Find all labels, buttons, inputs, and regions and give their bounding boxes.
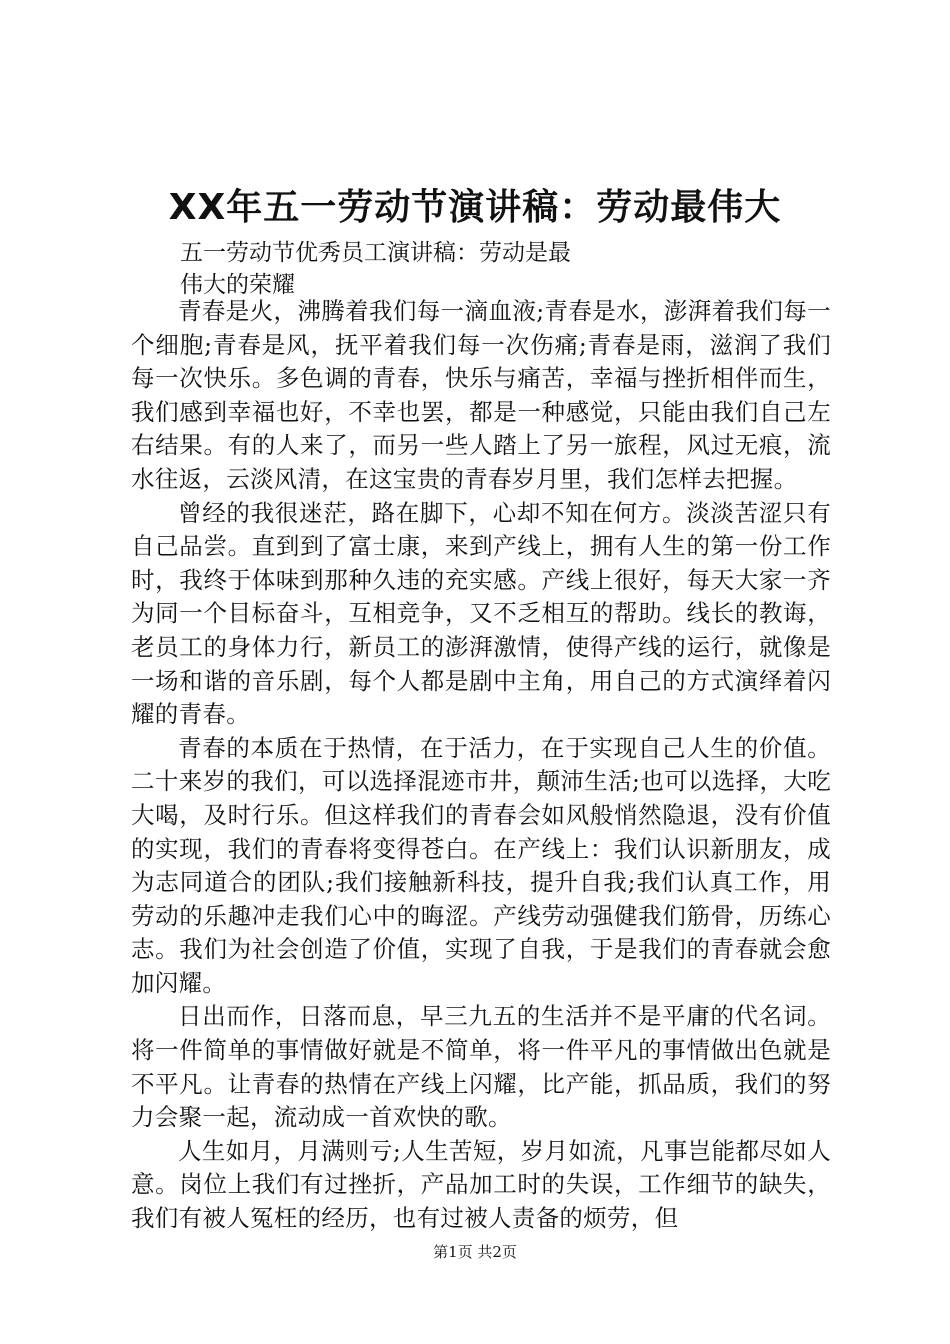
body-paragraph-3: 青春的本质在于热情，在于活力，在于实现自己人生的价值。二十来岁的我们，可以选择混迹市井，颠沛生活;也可以选择，大吃大喝，及时行乐。但这样我们的青春会如风般悄然隐退，没有价值的实现，我们的青春将变得苍白。在产线上：我们认识新朋友，成为志同道合的团队;我们接触新科技，提升自我;我们认真工作，用劳动的乐趣冲走我们心中的晦涩。产线劳动强健我们筋骨，历练心志。我们为社会创造了价值，实现了自我，于是我们的青春就会愈加闪耀。 (131, 733, 831, 997)
document-subtitle (180, 237, 640, 301)
subtitle-line-2: 伟大的荣耀 (180, 272, 295, 298)
page-footer: 第1页 共2页 (433, 1243, 517, 1261)
document-body (131, 295, 831, 1236)
document-title: XX年五一劳动节演讲稿：劳动最伟大 (168, 187, 782, 228)
body-paragraph-2: 曾经的我很迷茫，路在脚下，心却不知在何方。淡淡苦涩只有自己品尝。直到到了富士康，来到产线上，拥有人生的第一份工作时，我终于体味到那种久违的充实感。产线上很好，每天大家一齐为同一个目标奋斗，互相竞争，又不乏相互的帮助。线长的教诲，老员工的身体力行，新员工的澎湃激情，使得产线的运行，就像是一场和谐的音乐剧，每个人都是剧中主角，用自己的方式演绎着闪耀的青春。 (131, 498, 831, 729)
body-paragraph-4: 日出而作，日落而息，早三九五的生活并不是平庸的代名词。将一件简单的事情做好就是不简单，将一件平凡的事情做出色就是不平凡。让青春的热情在产线上闪耀，比产能，抓品质，我们的努力会聚一起，流动成一首欢快的歌。 (131, 1002, 831, 1132)
body-paragraph-5: 人生如月，月满则亏;人生苦短，岁月如流，凡事岂能都尽如人意。岗位上我们有过挫折，产品加工时的失误，工作细节的缺失，我们有被人冤枉的经历，也有过被人责备的烦劳，但 (131, 1136, 831, 1233)
subtitle-line-1: 五一劳动节优秀员工演讲稿：劳动是最 (180, 240, 571, 266)
body-paragraph-1: 青春是火，沸腾着我们每一滴血液;青春是水，澎湃着我们每一个细胞;青春是风，抚平着我们每一次伤痛;青春是雨，滋润了我们每一次快乐。多色调的青春，快乐与痛苦，幸福与挫折相伴而生，我们感到幸福也好，不幸也罢，都是一种感觉，只能由我们自己左右结果。有的人来了，而另一些人踏上了另一旅程，风过无痕，流水往返，云淡风清，在这宝贵的青春岁月里，我们怎样去把握。 (131, 297, 831, 493)
